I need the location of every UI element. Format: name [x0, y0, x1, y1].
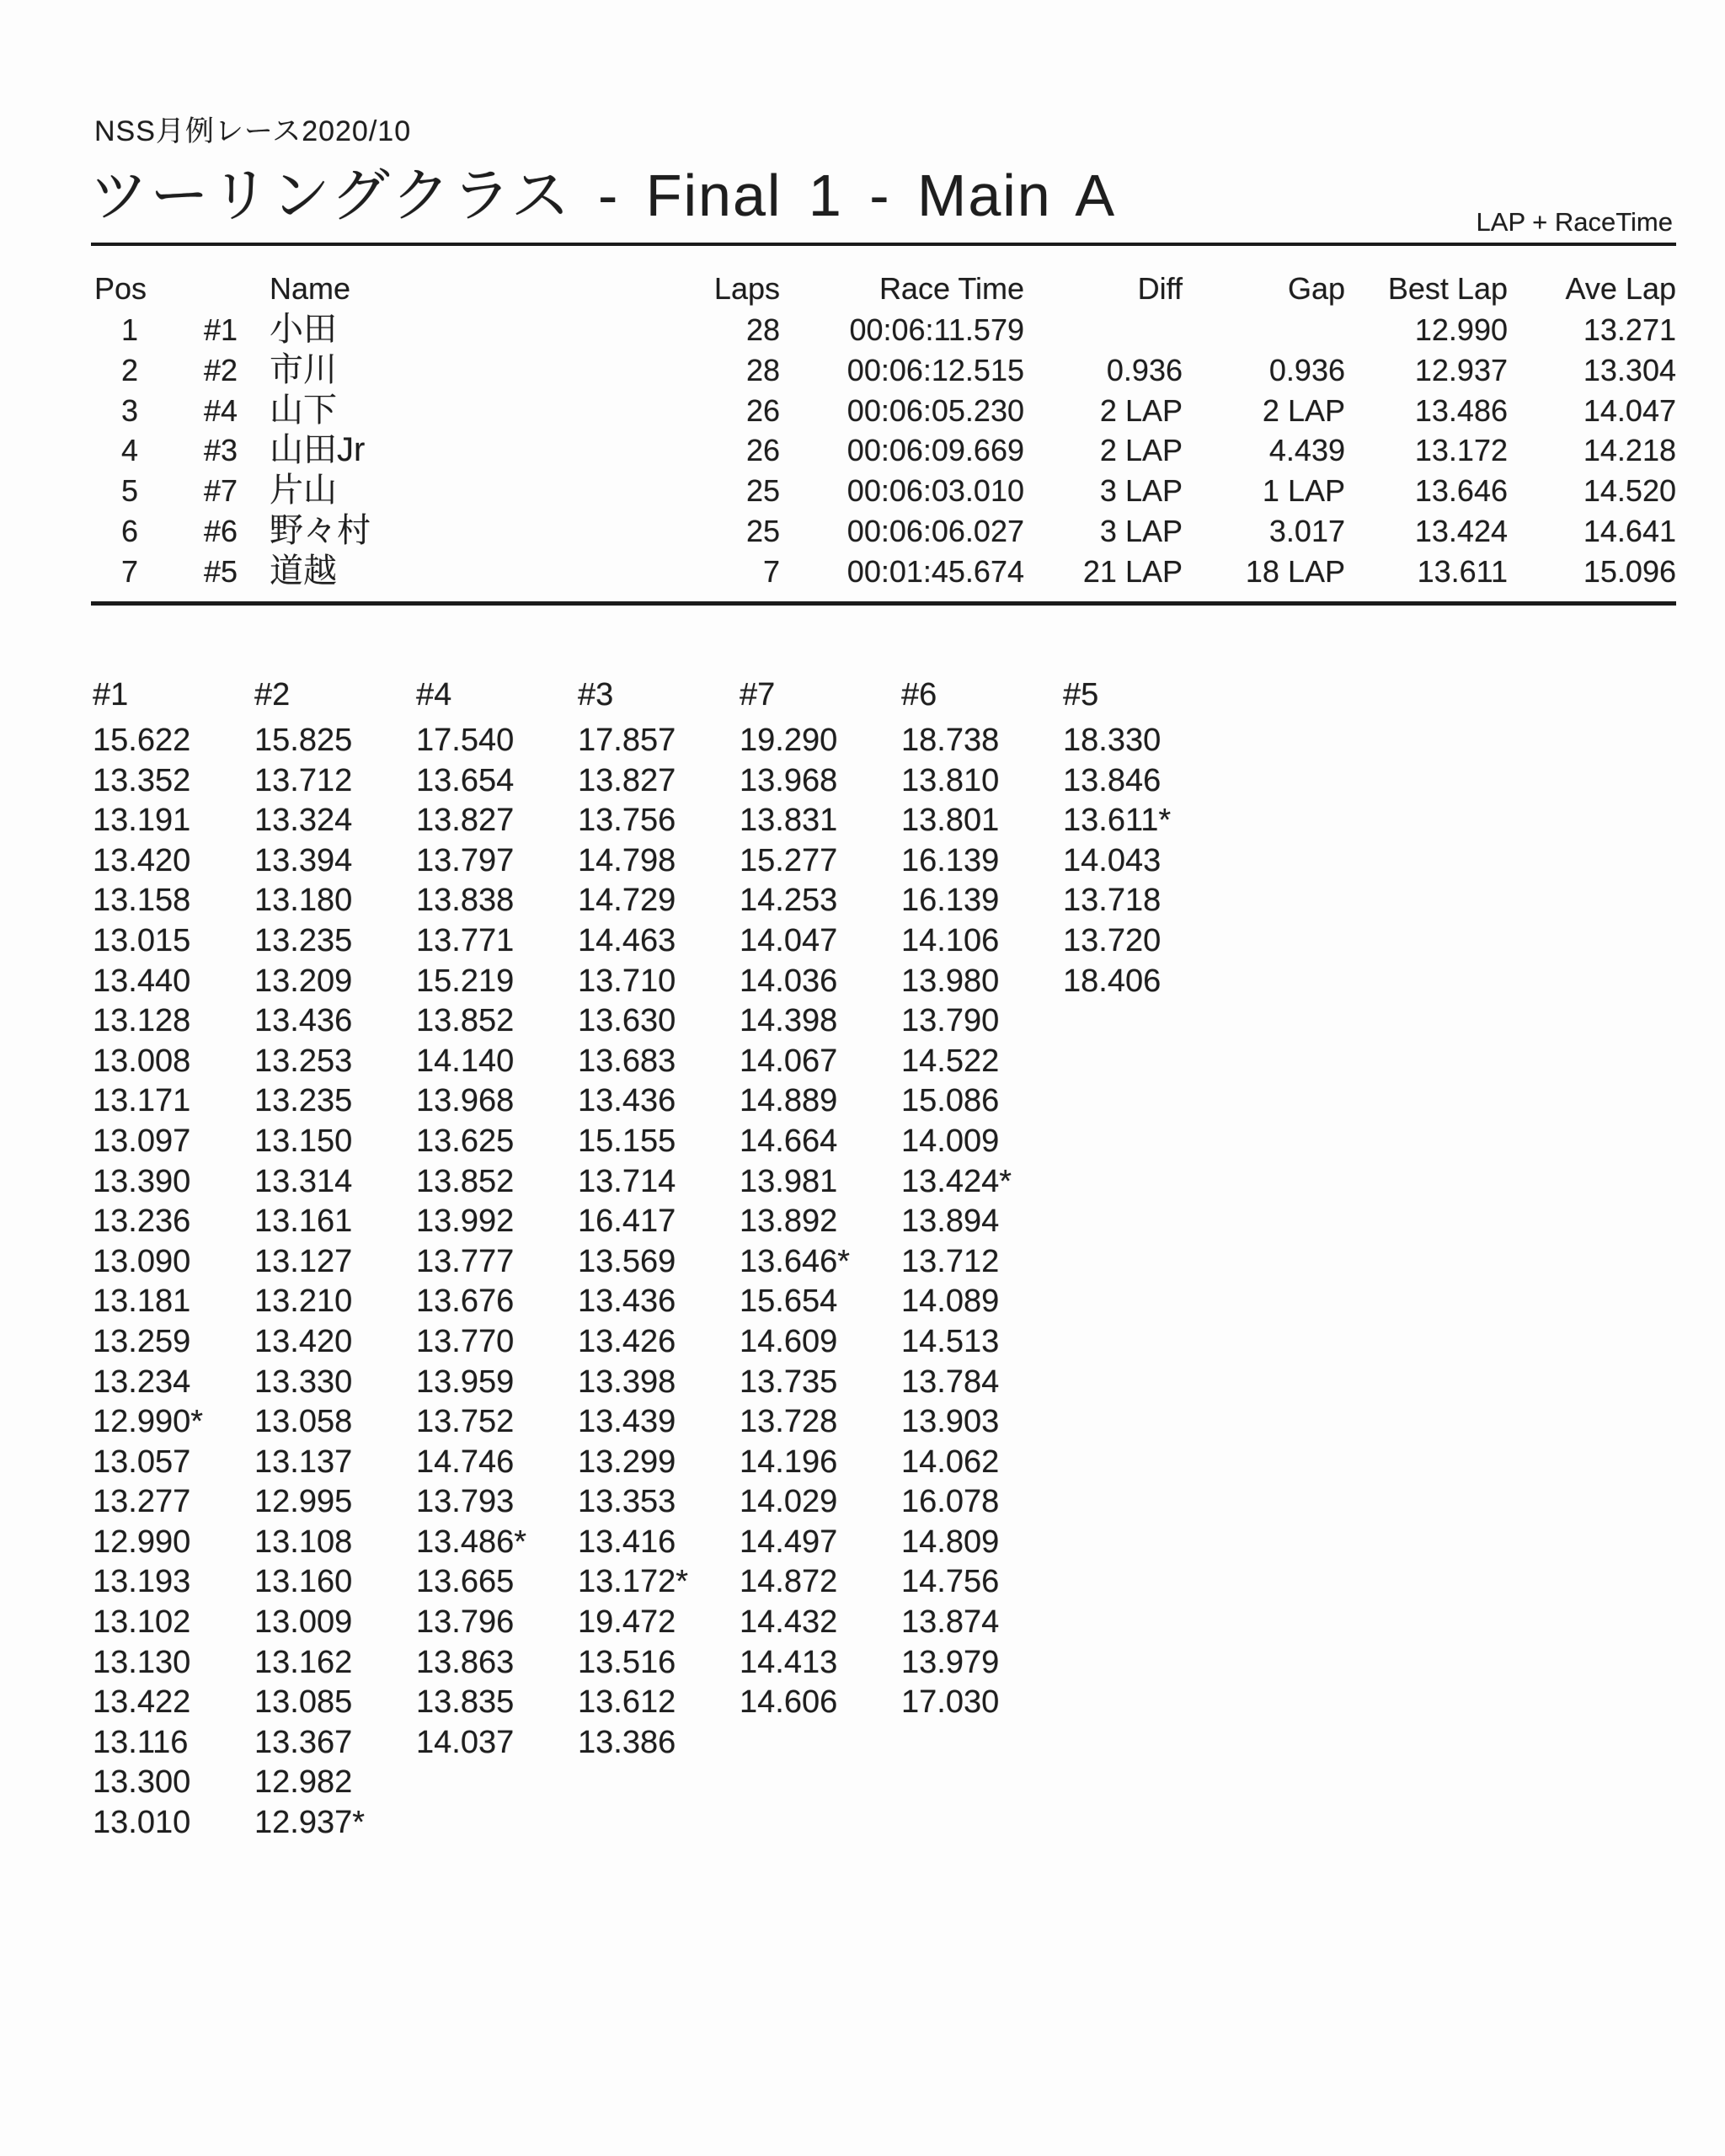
lap-time: 15.086: [901, 1083, 1000, 1119]
lap-time: 13.116: [93, 1724, 189, 1760]
lap-time: 13.676: [416, 1283, 515, 1320]
lap-time: 13.436: [578, 1283, 676, 1320]
lap-time: 14.089: [901, 1283, 1000, 1320]
col-header-car: [143, 270, 243, 308]
lap-column: [740, 675, 901, 1844]
lap-time: 13.085: [254, 1684, 353, 1721]
cell-name: 市川: [270, 350, 337, 388]
lap-time: 13.654: [416, 762, 515, 798]
results-rows: [91, 310, 1676, 592]
cell-best-lap: 13.424: [1414, 513, 1508, 548]
cell-best-lap: 13.646: [1414, 473, 1508, 509]
lap-time: 13.161: [254, 1203, 353, 1240]
lap-time: 13.852: [416, 1163, 515, 1199]
lap-time: 13.058: [254, 1404, 353, 1440]
cell-diff: 3 LAP: [1099, 473, 1183, 509]
lap-time: 13.516: [578, 1644, 676, 1680]
lap-time: 13.611*: [1063, 803, 1172, 839]
lap-time: 13.752: [416, 1404, 515, 1440]
lap-time: 19.290: [740, 723, 838, 758]
lap-time: 14.036: [740, 963, 838, 999]
lap-time: 13.903: [901, 1404, 1000, 1440]
cell-pos: 6: [120, 513, 138, 548]
cell-name: 小田: [270, 311, 337, 348]
lap-time: 14.009: [901, 1123, 1000, 1159]
lap-time: 14.043: [1063, 842, 1162, 878]
result-row: [91, 552, 1676, 592]
cell-car: #5: [203, 553, 238, 589]
lap-time: 13.191: [93, 803, 191, 839]
lap-column-header: #7: [740, 677, 776, 712]
cell-pos: 7: [120, 553, 138, 589]
cell-race-time: 00:06:03.010: [846, 473, 1024, 509]
lap-time: 14.729: [578, 883, 676, 919]
lap-time: 14.029: [740, 1484, 838, 1520]
cell-gap: 3.017: [1268, 513, 1345, 548]
cell-diff: 3 LAP: [1099, 513, 1183, 548]
cell-ave-lap: 14.641: [1583, 513, 1676, 548]
cell-name: 片山: [270, 472, 337, 510]
lap-time: 13.420: [93, 842, 191, 878]
cell-pos: 2: [120, 352, 138, 387]
lap-time: 12.937*: [254, 1805, 366, 1841]
lap-time: 13.810: [901, 762, 1000, 798]
lap-time: 14.497: [740, 1524, 838, 1560]
lap-time: 13.968: [416, 1083, 515, 1119]
lap-time: 14.398: [740, 1003, 838, 1039]
lap-time: 13.436: [254, 1003, 353, 1039]
cell-race-time: 00:06:09.669: [846, 433, 1024, 468]
cell-ave-lap: 14.520: [1583, 473, 1676, 509]
timing-mode-label: LAP + RaceTime: [1476, 207, 1673, 237]
lap-time: 13.796: [416, 1604, 515, 1641]
lap-time: 15.155: [578, 1123, 676, 1159]
lap-time: 13.158: [93, 883, 191, 919]
cell-best-lap: 12.937: [1414, 352, 1508, 387]
cell-gap: 4.439: [1268, 433, 1345, 468]
lap-column-header: #3: [578, 677, 614, 712]
lap-time: 14.067: [740, 1043, 838, 1079]
lap-time: 13.646*: [740, 1243, 851, 1279]
lap-time: 13.440: [93, 963, 191, 999]
lap-column-header: #2: [254, 677, 291, 712]
lap-time: 14.463: [578, 922, 676, 958]
col-header-ave-lap: Ave Lap: [1565, 271, 1676, 306]
lap-time: 14.413: [740, 1644, 838, 1680]
lap-time: 14.522: [901, 1043, 1000, 1079]
lap-time: 13.353: [578, 1484, 676, 1520]
lap-time: 16.078: [901, 1484, 1000, 1520]
lap-time: 13.959: [416, 1364, 515, 1400]
cell-race-time: 00:01:45.674: [846, 553, 1024, 589]
lap-time: 13.827: [416, 803, 515, 839]
lap-time: 13.234: [93, 1364, 191, 1400]
cell-pos: 5: [120, 473, 138, 509]
lap-time: 12.982: [254, 1764, 353, 1801]
lap-time: 13.386: [578, 1724, 676, 1760]
cell-diff: 2 LAP: [1099, 392, 1183, 428]
lap-time: 13.712: [254, 762, 353, 798]
lap-time: 13.892: [740, 1203, 838, 1240]
lap-time: 13.390: [93, 1163, 191, 1199]
lap-column: [93, 675, 254, 1844]
cell-car: #1: [203, 312, 238, 347]
lap-time: 13.314: [254, 1163, 353, 1199]
lap-time: 13.398: [578, 1364, 676, 1400]
lap-time: 14.664: [740, 1123, 838, 1159]
lap-time: 15.219: [416, 963, 515, 999]
lap-time: 13.367: [254, 1724, 353, 1760]
result-row: [91, 471, 1676, 511]
lap-time: 13.015: [93, 922, 191, 958]
cell-ave-lap: 15.096: [1583, 553, 1676, 589]
event-title: NSS月例レース2020/10: [94, 115, 412, 147]
lap-time: 13.846: [1063, 762, 1162, 798]
cell-best-lap: 13.486: [1414, 392, 1508, 428]
lap-column: [578, 675, 740, 1844]
lap-time: 13.980: [901, 963, 1000, 999]
lap-time: 13.735: [740, 1364, 838, 1400]
lap-time: 13.090: [93, 1243, 191, 1279]
lap-time: 13.436: [578, 1083, 676, 1119]
cell-car: #2: [203, 352, 238, 387]
lap-time: 13.981: [740, 1163, 838, 1199]
results-divider: [91, 601, 1676, 606]
lap-time: 14.798: [578, 842, 676, 878]
lap-time: 13.236: [93, 1203, 191, 1240]
lap-time: 13.424*: [901, 1163, 1012, 1199]
lap-time: 13.181: [93, 1283, 191, 1320]
lap-time: 12.995: [254, 1484, 353, 1520]
lap-time: 13.420: [254, 1323, 353, 1359]
cell-laps: 7: [762, 553, 780, 589]
lap-time: 15.654: [740, 1283, 838, 1320]
lap-time: 13.770: [416, 1323, 515, 1359]
cell-gap: 1 LAP: [1262, 473, 1345, 509]
lap-time: 13.259: [93, 1323, 191, 1359]
lap-time: 13.835: [416, 1684, 515, 1721]
lap-time: 13.394: [254, 842, 353, 878]
lap-time: 13.790: [901, 1003, 1000, 1039]
result-row: [91, 350, 1676, 391]
lap-time: 16.417: [578, 1203, 676, 1240]
lap-time: 13.665: [416, 1564, 515, 1600]
cell-pos: 4: [120, 433, 138, 468]
lap-time: 13.172*: [578, 1564, 689, 1600]
lap-time: 13.102: [93, 1604, 191, 1641]
lap-time: 13.330: [254, 1364, 353, 1400]
page-title: ツーリングクラス - Final 1 - Main A: [89, 163, 1117, 228]
lap-time: 14.253: [740, 883, 838, 919]
lap-time: 18.406: [1063, 963, 1162, 999]
lap-time: 13.683: [578, 1043, 676, 1079]
cell-car: #7: [203, 473, 238, 509]
cell-ave-lap: 14.218: [1583, 433, 1676, 468]
cell-diff: 2 LAP: [1099, 433, 1183, 468]
lap-time: 13.193: [93, 1564, 191, 1600]
cell-pos: 1: [120, 312, 138, 347]
cell-gap: 2 LAP: [1262, 392, 1345, 428]
lap-time: 13.728: [740, 1404, 838, 1440]
lap-time: 14.513: [901, 1323, 1000, 1359]
col-header-race-time: Race Time: [879, 271, 1024, 306]
col-header-laps: Laps: [713, 271, 780, 306]
result-row: [91, 310, 1676, 350]
cell-laps: 28: [745, 312, 780, 347]
cell-pos: 3: [120, 392, 138, 428]
lap-time: 13.137: [254, 1444, 353, 1480]
lap-time: 13.714: [578, 1163, 676, 1199]
results-header-row: [91, 270, 1676, 308]
lap-time: 19.472: [578, 1604, 676, 1641]
col-header-name: Name: [270, 271, 351, 306]
results-table: [91, 270, 1676, 592]
lap-time: 13.097: [93, 1123, 191, 1159]
lap-time: 13.756: [578, 803, 676, 839]
cell-race-time: 00:06:06.027: [846, 513, 1024, 548]
lap-time: 16.139: [901, 883, 1000, 919]
lap-time: 13.235: [254, 1083, 353, 1119]
lap-time: 13.968: [740, 762, 838, 798]
cell-car: #6: [203, 513, 238, 548]
lap-time: 15.825: [254, 723, 353, 758]
lap-time: 13.235: [254, 922, 353, 958]
lap-time: 13.010: [93, 1805, 191, 1841]
lap-time: 13.797: [416, 842, 515, 878]
lap-time: 13.426: [578, 1323, 676, 1359]
lap-time: 14.062: [901, 1444, 1000, 1480]
cell-diff: 0.936: [1106, 352, 1183, 387]
lap-time: 13.162: [254, 1644, 353, 1680]
lap-time: 14.432: [740, 1604, 838, 1641]
lap-time: 13.979: [901, 1644, 1000, 1680]
cell-laps: 25: [745, 473, 780, 509]
lap-time: 13.300: [93, 1764, 191, 1801]
lap-time: 13.630: [578, 1003, 676, 1039]
lap-time: 15.622: [93, 723, 191, 758]
lap-time: 13.422: [93, 1684, 191, 1721]
lap-time: 13.127: [254, 1243, 353, 1279]
lap-time: 13.486*: [416, 1524, 527, 1560]
lap-time: 14.809: [901, 1524, 1000, 1560]
lap-time: 14.872: [740, 1564, 838, 1600]
cell-name: 道越: [270, 552, 337, 590]
result-row: [91, 391, 1676, 431]
cell-name: 野々村: [270, 511, 371, 549]
lap-time: 13.852: [416, 1003, 515, 1039]
result-row: [91, 511, 1676, 552]
lap-time: 14.606: [740, 1684, 838, 1721]
lap-time: 13.801: [901, 803, 1000, 839]
lap-time: 13.277: [93, 1484, 191, 1520]
lap-time: 14.106: [901, 922, 1000, 958]
cell-gap: 18 LAP: [1245, 553, 1345, 589]
lap-time: 13.160: [254, 1564, 353, 1600]
lap-time: 13.057: [93, 1444, 191, 1480]
cell-ave-lap: 13.304: [1583, 352, 1676, 387]
cell-gap: [1183, 310, 1345, 350]
col-header-best-lap: Best Lap: [1387, 271, 1508, 306]
cell-ave-lap: 13.271: [1583, 312, 1676, 347]
lap-time: 13.439: [578, 1404, 676, 1440]
cell-car: #4: [203, 392, 238, 428]
lap-time: 13.150: [254, 1123, 353, 1159]
lap-time: 13.793: [416, 1484, 515, 1520]
lap-time: 13.874: [901, 1604, 1000, 1641]
lap-time: 14.746: [416, 1444, 515, 1480]
col-header-gap: Gap: [1287, 271, 1345, 306]
cell-best-lap: 13.611: [1417, 553, 1508, 589]
lap-time: 13.712: [901, 1243, 1000, 1279]
lap-time: 14.756: [901, 1564, 1000, 1600]
cell-race-time: 00:06:05.230: [846, 392, 1024, 428]
result-row: [91, 430, 1676, 471]
lap-time: 18.738: [901, 723, 1000, 758]
lap-time: 17.030: [901, 1684, 1000, 1721]
lap-times-grid: [93, 675, 1225, 1844]
cell-car: #3: [203, 433, 238, 468]
cell-ave-lap: 14.047: [1583, 392, 1676, 428]
lap-time: 13.784: [901, 1364, 1000, 1400]
lap-column-header: #4: [416, 677, 452, 712]
col-header-diff: Diff: [1137, 271, 1183, 306]
lap-time: 13.569: [578, 1243, 676, 1279]
lap-time: 13.612: [578, 1684, 676, 1721]
cell-gap: 0.936: [1268, 352, 1345, 387]
lap-time: 13.625: [416, 1123, 515, 1159]
lap-time: 14.196: [740, 1444, 838, 1480]
header-divider: [91, 243, 1676, 246]
lap-time: 13.863: [416, 1644, 515, 1680]
lap-time: 14.140: [416, 1043, 515, 1079]
lap-time: 13.324: [254, 803, 353, 839]
lap-time: 13.171: [93, 1083, 191, 1119]
lap-time: 14.037: [416, 1724, 515, 1760]
lap-time: 13.416: [578, 1524, 676, 1560]
cell-race-time: 00:06:11.579: [849, 312, 1024, 347]
lap-time: 13.180: [254, 883, 353, 919]
lap-time: 13.777: [416, 1243, 515, 1279]
lap-time: 13.128: [93, 1003, 191, 1039]
cell-laps: 26: [745, 392, 780, 428]
lap-time: 12.990*: [93, 1404, 204, 1440]
lap-time: 13.253: [254, 1043, 353, 1079]
lap-time: 15.277: [740, 842, 838, 878]
lap-time: 13.827: [578, 762, 676, 798]
lap-column-header: #1: [93, 677, 129, 712]
lap-column-header: #6: [901, 677, 937, 712]
lap-time: 13.008: [93, 1043, 191, 1079]
lap-column: [254, 675, 416, 1844]
lap-time: 14.047: [740, 922, 838, 958]
lap-time: 18.330: [1063, 723, 1162, 758]
lap-time: 17.540: [416, 723, 515, 758]
cell-diff: [1024, 310, 1183, 350]
lap-time: 13.720: [1063, 922, 1162, 958]
cell-best-lap: 13.172: [1414, 433, 1508, 468]
lap-time: 13.130: [93, 1644, 191, 1680]
lap-column: [1063, 675, 1225, 1844]
lap-time: 13.299: [578, 1444, 676, 1480]
cell-name: 山田Jr: [270, 431, 366, 469]
lap-time: 17.857: [578, 723, 676, 758]
lap-time: 13.718: [1063, 883, 1162, 919]
lap-column-header: #5: [1063, 677, 1099, 712]
lap-time: 13.009: [254, 1604, 353, 1641]
cell-laps: 26: [745, 433, 780, 468]
lap-time: 13.352: [93, 762, 191, 798]
lap-column: [416, 675, 578, 1844]
lap-time: 13.210: [254, 1283, 353, 1320]
lap-time: 16.139: [901, 842, 1000, 878]
lap-time: 14.889: [740, 1083, 838, 1119]
cell-diff: 21 LAP: [1082, 553, 1183, 589]
lap-time: 13.710: [578, 963, 676, 999]
cell-laps: 25: [745, 513, 780, 548]
col-header-pos: Pos: [94, 271, 147, 306]
cell-race-time: 00:06:12.515: [846, 352, 1024, 387]
lap-time: 13.771: [416, 922, 515, 958]
lap-time: 12.990: [93, 1524, 191, 1560]
lap-time: 13.108: [254, 1524, 353, 1560]
cell-best-lap: 12.990: [1414, 312, 1508, 347]
lap-time: 13.831: [740, 803, 838, 839]
cell-laps: 28: [745, 352, 780, 387]
lap-time: 14.609: [740, 1323, 838, 1359]
lap-time: 13.209: [254, 963, 353, 999]
cell-name: 山下: [270, 391, 337, 429]
lap-time: 13.992: [416, 1203, 515, 1240]
lap-time: 13.894: [901, 1203, 1000, 1240]
lap-column: [901, 675, 1063, 1844]
lap-time: 13.838: [416, 883, 515, 919]
